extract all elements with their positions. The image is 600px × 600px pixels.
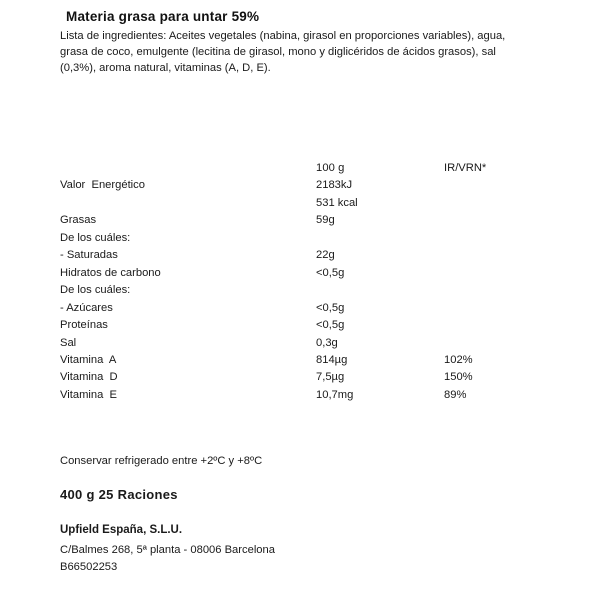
nutrient-percent bbox=[444, 335, 540, 352]
table-row bbox=[60, 230, 540, 247]
table-row bbox=[60, 369, 540, 386]
nutrient-value bbox=[316, 282, 444, 299]
nutrient-value: 22g bbox=[316, 249, 335, 262]
nutrient-name bbox=[60, 195, 316, 212]
table-row bbox=[60, 352, 540, 369]
page-title: Materia grasa para untar 59% bbox=[66, 9, 260, 24]
nutrient-percent: 150% bbox=[444, 371, 473, 384]
address-line-2: B66502253 bbox=[60, 560, 118, 573]
table-row bbox=[60, 282, 540, 299]
nutrient-percent bbox=[444, 195, 540, 212]
nutrient-percent bbox=[444, 212, 540, 229]
nutrient-value: 531 kcal bbox=[316, 196, 358, 209]
nutrient-name: - Saturadas bbox=[60, 249, 118, 262]
nutrition-header-value: 100 g bbox=[316, 162, 345, 174]
company-name: Upfield España, S.L.U. bbox=[60, 524, 183, 536]
nutrient-value: <0,5g bbox=[316, 266, 345, 279]
nutrient-name: Sal bbox=[60, 336, 77, 349]
nutrient-percent bbox=[444, 282, 540, 299]
product-label bbox=[58, 0, 546, 600]
table-row bbox=[60, 247, 540, 264]
nutrient-name: Valor Energético bbox=[60, 179, 145, 192]
nutrient-percent bbox=[444, 230, 540, 247]
nutrition-header-percent: IR/VRN* bbox=[444, 162, 487, 174]
table-row bbox=[60, 387, 540, 404]
nutrient-percent bbox=[444, 177, 540, 194]
nutrient-percent: 89% bbox=[444, 388, 467, 401]
nutrient-percent bbox=[444, 300, 540, 317]
nutrient-name: Proteínas bbox=[60, 319, 108, 332]
table-row bbox=[60, 335, 540, 352]
storage-instructions: Conservar refrigerado entre +2ºC y +8ºC bbox=[60, 455, 263, 467]
table-header-row bbox=[60, 160, 540, 177]
nutrient-name: Vitamina A bbox=[60, 353, 117, 366]
company-address bbox=[60, 542, 275, 576]
ingredients-text: Lista de ingredientes: Aceites vegetales (nabina, girasol en proporciones variables), agua, grasa de coco, emulgente (lecitina de girasol, mono y diglicéridos de ácidos grasos), sal (0,3%), aroma natural, vitaminas (A, D, E). bbox=[60, 30, 506, 75]
nutrition-header-name bbox=[60, 160, 316, 177]
table-row bbox=[60, 317, 540, 334]
nutrient-name: De los cuáles: bbox=[60, 284, 131, 297]
nutrient-value bbox=[316, 230, 444, 247]
nutrient-value: 2183kJ bbox=[316, 179, 353, 192]
table-row bbox=[60, 177, 540, 194]
nutrient-name: Vitamina D bbox=[60, 371, 118, 384]
table-row bbox=[60, 265, 540, 282]
nutrition-table bbox=[60, 160, 540, 404]
nutrient-name: Vitamina E bbox=[60, 388, 118, 401]
nutrition-table-body bbox=[60, 160, 540, 404]
nutrient-name: Hidratos de carbono bbox=[60, 266, 161, 279]
nutrient-value: 7,5µg bbox=[316, 371, 345, 384]
nutrient-percent bbox=[444, 265, 540, 282]
nutrient-name: - Azúcares bbox=[60, 301, 113, 314]
nutrient-value: <0,5g bbox=[316, 319, 345, 332]
nutrient-percent bbox=[444, 247, 540, 264]
nutrient-value: 0,3g bbox=[316, 336, 338, 349]
nutrient-value: 10,7mg bbox=[316, 388, 354, 401]
address-line-1: C/Balmes 268, 5ª planta - 08006 Barcelona bbox=[60, 544, 275, 556]
table-row bbox=[60, 195, 540, 212]
nutrient-value: 814µg bbox=[316, 353, 348, 366]
nutrient-percent: 102% bbox=[444, 353, 473, 366]
nutrient-value: <0,5g bbox=[316, 301, 345, 314]
table-row bbox=[60, 212, 540, 229]
nutrient-percent bbox=[444, 317, 540, 334]
nutrient-name: Grasas bbox=[60, 214, 97, 227]
table-row bbox=[60, 300, 540, 317]
net-weight-servings: 400 g 25 Raciones bbox=[60, 487, 178, 502]
nutrient-value: 59g bbox=[316, 214, 335, 227]
nutrient-name: De los cuáles: bbox=[60, 231, 131, 244]
